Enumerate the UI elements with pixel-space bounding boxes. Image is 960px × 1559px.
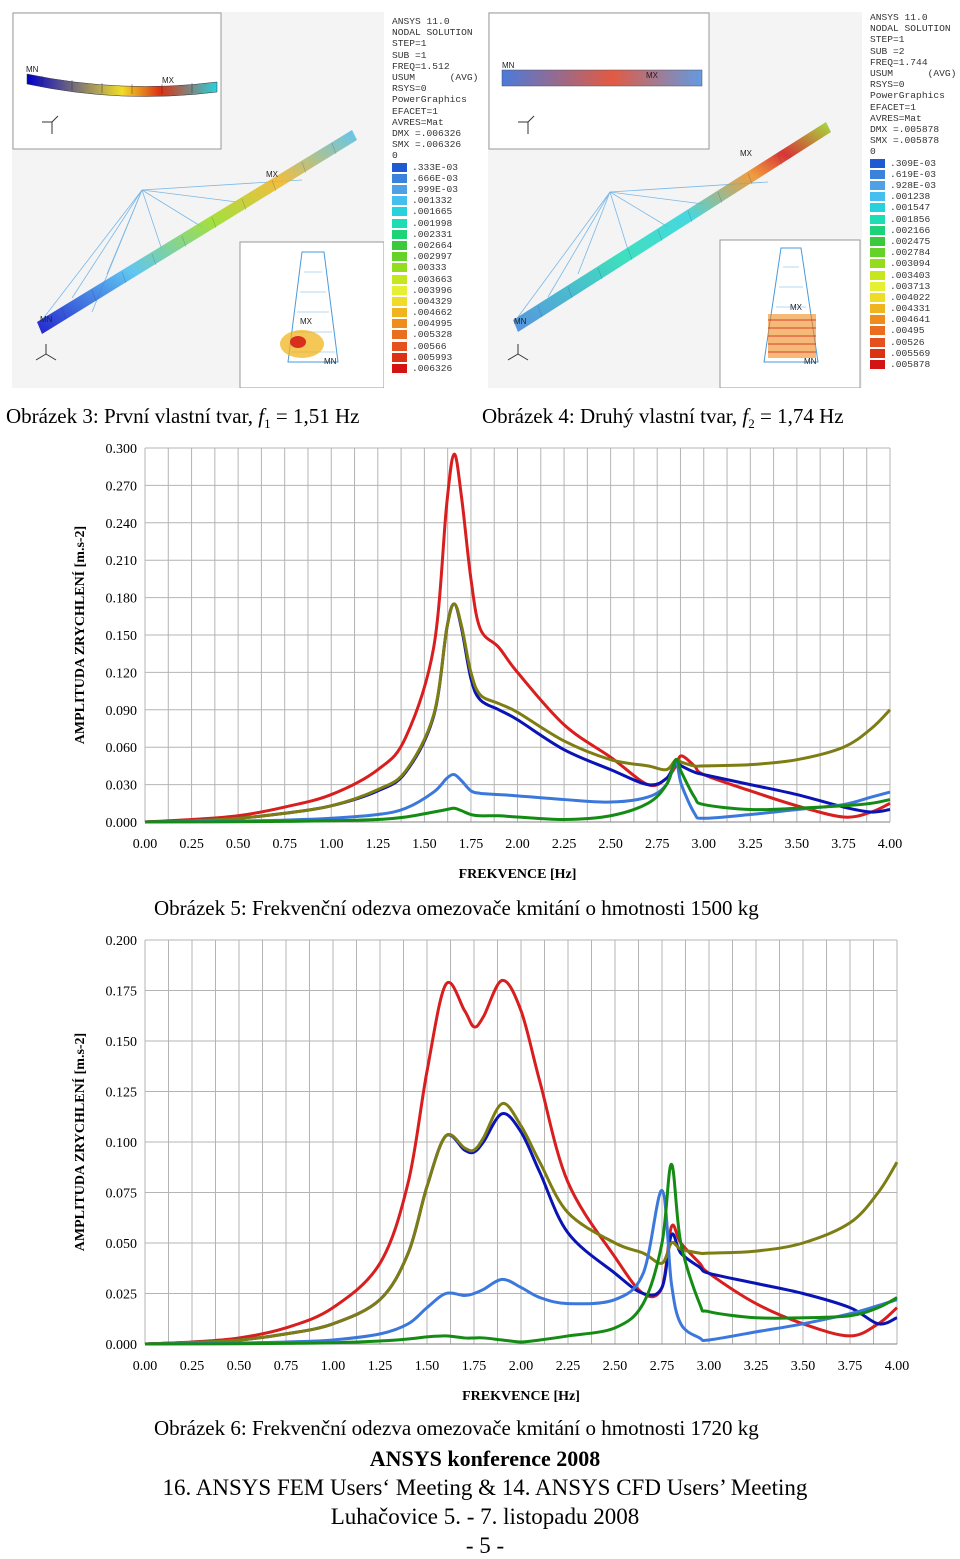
legend-header-line: ANSYS 11.0	[392, 16, 450, 27]
legend-value: .002664	[412, 239, 453, 251]
mode-shape-2-image	[488, 12, 862, 388]
legend-figure3	[392, 16, 478, 374]
legend-swatch	[392, 319, 407, 328]
mx-label-main: MX	[266, 170, 278, 179]
legend-row	[870, 158, 956, 169]
legend-row	[870, 337, 956, 348]
legend-row	[870, 359, 956, 370]
legend-header-line: SUB =2	[870, 45, 905, 57]
legend-row	[870, 191, 956, 202]
x-tick-label: 0.00	[132, 837, 158, 852]
page-number: - 5 -	[465, 1533, 505, 1558]
legend-row	[392, 352, 478, 363]
x-tick-label: 3.50	[784, 837, 810, 852]
legend-header-line: AVRES=Mat	[392, 116, 444, 128]
legend-value: .002475	[890, 235, 931, 247]
mx-label-inset: MX	[300, 317, 312, 326]
legend-swatch	[870, 315, 885, 324]
legend-swatch	[392, 163, 407, 172]
legend-swatch	[870, 326, 885, 335]
legend-header-line: PowerGraphics	[870, 90, 945, 102]
x-tick-label: 4.00	[884, 1359, 910, 1374]
mx-label-main-2: MX	[740, 149, 752, 158]
legend-value: .004995	[412, 318, 453, 330]
legend-value: .001547	[890, 202, 931, 214]
x-tick-label: 3.75	[837, 1359, 863, 1374]
conference-title: ANSYS konference 2008	[369, 1446, 601, 1471]
legend-value: .003713	[890, 280, 931, 292]
legend-row	[870, 281, 956, 292]
x-tick-label: 1.25	[367, 1359, 393, 1374]
legend-zero: 0	[392, 150, 398, 162]
y-tick-label: 0.150	[105, 1035, 137, 1050]
legend-row	[870, 236, 956, 247]
legend-value: .928E-03	[890, 180, 937, 192]
section-view-inset	[240, 242, 384, 388]
legend-swatch	[392, 263, 407, 272]
legend-value: .005328	[412, 329, 453, 341]
x-tick-label: 1.00	[320, 1359, 346, 1374]
legend-value: .00333	[412, 262, 447, 274]
y-tick-label: 0.090	[105, 703, 137, 719]
figure3-caption-text: Obrázek 3: První vlastní tvar,	[6, 404, 259, 428]
x-tick-label: 0.75	[273, 1359, 299, 1374]
legend-value: .004329	[412, 295, 453, 307]
legend-row	[870, 214, 956, 225]
legend-row	[870, 225, 956, 236]
legend-header-line: PowerGraphics	[392, 94, 467, 106]
legend-row	[392, 318, 478, 329]
legend-swatch	[870, 159, 885, 168]
legend-header-line: USUM (AVG)	[392, 72, 479, 84]
legend-value: .003403	[890, 269, 931, 281]
figure5-caption: Obrázek 5: Frekvenční odezva omezovače kmitání o hmotnosti 1500 kg	[154, 896, 759, 920]
legend-swatch	[392, 286, 407, 295]
legend-swatch	[870, 360, 885, 369]
legend-row	[392, 251, 478, 262]
legend-swatch	[870, 248, 885, 257]
legend-header-line: USUM (AVG)	[870, 68, 957, 80]
figure3-caption	[6, 404, 359, 432]
legend-swatch	[870, 293, 885, 302]
mn-label-inset: MN	[324, 357, 337, 366]
legend-value: .005878	[890, 359, 931, 371]
legend-swatch	[392, 308, 407, 317]
legend-value: .666E-03	[412, 172, 459, 184]
y-tick-label: 0.150	[105, 629, 137, 644]
legend-header-line: FREQ=1.744	[870, 56, 928, 68]
x-tick-label: 3.50	[790, 1359, 816, 1374]
y-tick-label: 0.100	[105, 1136, 137, 1151]
legend-row	[870, 270, 956, 281]
x-tick-label: 3.25	[743, 1359, 769, 1374]
legend-row	[392, 341, 478, 352]
legend-value: .005569	[890, 347, 931, 359]
legend-value: .001856	[890, 213, 931, 225]
legend-value: .004022	[890, 291, 931, 303]
x-tick-label: 1.75	[461, 1359, 487, 1374]
y-axis-label: AMPLITUDA ZRYCHLENÍ [m.s-2]	[73, 525, 88, 745]
figure6-caption: Obrázek 6: Frekvenční odezva omezovače kmitání o hmotnosti 1720 kg	[154, 1416, 759, 1440]
legend-header-line: NODAL SOLUTION	[870, 23, 951, 35]
x-tick-label: 0.50	[225, 837, 251, 852]
legend-value: .003663	[412, 273, 453, 285]
legend-swatch	[870, 192, 885, 201]
legend-header-line: AVRES=Mat	[870, 112, 922, 124]
legend-swatch	[392, 241, 407, 250]
legend-row	[392, 184, 478, 195]
x-tick-label: 3.00	[696, 1359, 722, 1374]
figure4-caption-text: Obrázek 4: Druhý vlastní tvar,	[482, 404, 743, 428]
legend-zero: 0	[870, 146, 876, 158]
legend-row	[870, 303, 956, 314]
legend-row	[392, 363, 478, 374]
mn-label-top: MN	[26, 65, 39, 74]
legend-row	[392, 173, 478, 184]
legend-header-line: DMX =.006326	[392, 128, 462, 140]
legend-row	[392, 285, 478, 296]
x-tick-label: 2.25	[555, 1359, 581, 1374]
legend-value: .006326	[412, 363, 453, 375]
y-tick-label: 0.060	[105, 741, 137, 757]
legend-header-line: EFACET=1	[392, 105, 439, 117]
mn-label-main: MN	[40, 315, 53, 324]
legend-value: .002997	[412, 251, 453, 263]
legend-value: .999E-03	[412, 184, 459, 196]
y-tick-label: 0.125	[105, 1085, 137, 1101]
mn-label-top-2: MN	[502, 61, 515, 70]
x-tick-label: 1.00	[319, 837, 344, 852]
legend-swatch	[870, 181, 885, 190]
x-tick-label: 1.50	[412, 837, 437, 852]
legend-swatch	[392, 196, 407, 205]
legend-value: .619E-03	[890, 168, 937, 180]
x-axis-label: FREKVENCE [Hz]	[458, 867, 577, 882]
figure4-caption	[482, 404, 844, 432]
legend-swatch	[870, 304, 885, 313]
legend-value: .005993	[412, 351, 453, 363]
legend-row	[870, 202, 956, 213]
x-tick-label: 2.50	[602, 1359, 628, 1374]
y-tick-label: 0.200	[105, 934, 137, 949]
figure4-caption-value: = 1,74 Hz	[754, 404, 844, 428]
x-tick-label: 0.25	[179, 837, 204, 852]
legend-figure4	[870, 12, 956, 370]
meeting-title: 16. ANSYS FEM Users‘ Meeting & 14. ANSYS CFD Users’ Meeting	[162, 1475, 808, 1500]
legend-swatch	[870, 170, 885, 179]
legend-swatch	[392, 353, 407, 362]
x-tick-label: 3.75	[831, 837, 856, 852]
legend-swatch	[392, 330, 407, 339]
legend-header-line: SUB =1	[392, 49, 427, 61]
legend-swatch	[870, 259, 885, 268]
mn-label-main-2: MN	[514, 317, 527, 326]
legend-value: .003996	[412, 284, 453, 296]
legend-header-line: ANSYS 11.0	[870, 12, 928, 23]
legend-row	[392, 329, 478, 340]
legend-swatch	[870, 215, 885, 224]
legend-row	[870, 258, 956, 269]
legend-value: .00566	[412, 340, 447, 352]
chart5-svg	[0, 430, 960, 892]
legend-swatch	[870, 226, 885, 235]
legend-row	[392, 206, 478, 217]
legend-swatch	[392, 364, 407, 373]
legend-swatch	[870, 338, 885, 347]
legend-swatch	[392, 275, 407, 284]
x-tick-label: 2.00	[508, 1359, 534, 1374]
frequency-response-chart-1500kg	[0, 430, 960, 892]
legend-value: .001332	[412, 195, 453, 207]
y-tick-label: 0.030	[105, 778, 137, 794]
legend-value: .003094	[890, 258, 931, 270]
legend-row	[392, 218, 478, 229]
x-tick-label: 2.50	[598, 837, 623, 852]
y-tick-label: 0.175	[105, 984, 137, 1000]
legend-swatch	[392, 230, 407, 239]
y-tick-label: 0.300	[105, 442, 137, 457]
legend-header-line: STEP=1	[870, 34, 905, 46]
x-tick-label: 1.25	[365, 837, 391, 852]
legend-header-line: SMX =.006326	[392, 139, 462, 151]
venue-date: Luhačovice 5. - 7. listopadu 2008	[330, 1504, 640, 1529]
frequency-response-chart-1720kg	[0, 925, 960, 1410]
y-tick-label: 0.050	[105, 1237, 137, 1252]
legend-swatch	[870, 282, 885, 291]
legend-swatch	[870, 203, 885, 212]
legend-swatch	[870, 271, 885, 280]
mn-label-inset-2: MN	[804, 357, 817, 366]
legend-header-line: EFACET=1	[870, 101, 917, 113]
legend-row	[870, 169, 956, 180]
x-tick-label: 2.00	[505, 837, 530, 852]
legend-value: .004331	[890, 303, 931, 315]
legend-swatch	[870, 349, 885, 358]
mode-shape-1-image	[12, 12, 384, 388]
legend-value: .309E-03	[890, 157, 937, 169]
legend-row	[392, 240, 478, 251]
legend-row	[392, 274, 478, 285]
legend-row	[392, 262, 478, 273]
legend-value: .001998	[412, 217, 453, 229]
legend-value: .004641	[890, 314, 931, 326]
y-tick-label: 0.000	[105, 1338, 137, 1353]
x-tick-label: 3.00	[691, 837, 716, 852]
mx-label-inset-2: MX	[790, 303, 802, 312]
legend-header-line: DMX =.005878	[870, 124, 940, 136]
y-tick-label: 0.075	[105, 1186, 137, 1202]
legend-row	[392, 195, 478, 206]
top-view-beam-2	[502, 70, 702, 86]
legend-value: .002166	[890, 224, 931, 236]
legend-row	[392, 307, 478, 318]
legend-swatch	[870, 237, 885, 246]
legend-swatch	[392, 174, 407, 183]
y-axis-label: AMPLITUDA ZRYCHLENÍ [m.s-2]	[73, 1032, 88, 1252]
legend-swatch	[392, 219, 407, 228]
legend-value: .001238	[890, 191, 931, 203]
figure3-caption-var: f	[258, 404, 265, 428]
legend-header-line: STEP=1	[392, 38, 427, 50]
legend-row	[392, 162, 478, 173]
x-tick-label: 0.50	[226, 1359, 252, 1374]
figure3-caption-value: = 1,51 Hz	[270, 404, 360, 428]
legend-swatch	[392, 342, 407, 351]
legend-row	[870, 325, 956, 336]
y-tick-label: 0.025	[105, 1287, 137, 1303]
y-tick-label: 0.120	[105, 666, 137, 682]
x-tick-label: 0.75	[272, 837, 297, 852]
x-tick-label: 4.00	[877, 837, 903, 852]
legend-value: .001665	[412, 206, 453, 218]
legend-swatch	[392, 252, 407, 261]
legend-value: .002784	[890, 247, 931, 259]
y-tick-label: 0.210	[105, 554, 137, 570]
x-tick-label: 2.25	[551, 837, 577, 852]
x-axis-label: FREKVENCE [Hz]	[462, 1389, 580, 1404]
legend-header-line: NODAL SOLUTION	[392, 27, 473, 39]
legend-value: .00495	[890, 325, 925, 337]
figure4-caption-var: f	[742, 404, 749, 428]
figure4-caption-sub: 2	[748, 416, 755, 432]
legend-row	[870, 292, 956, 303]
y-tick-label: 0.180	[105, 591, 137, 607]
legend-value: .002331	[412, 228, 453, 240]
y-tick-label: 0.000	[105, 816, 137, 831]
mx-label-top-2: MX	[646, 71, 658, 80]
y-tick-label: 0.270	[105, 479, 137, 495]
chart6-svg	[0, 925, 960, 1410]
legend-swatch	[392, 185, 407, 194]
legend-header-line: RSYS=0	[870, 79, 905, 91]
mx-label-top: MX	[162, 76, 174, 85]
legend-header-line: SMX =.005878	[870, 135, 940, 147]
x-tick-label: 1.50	[414, 1359, 440, 1374]
legend-value: .004662	[412, 307, 453, 319]
x-tick-label: 0.25	[179, 1359, 205, 1374]
legend-row	[392, 229, 478, 240]
x-tick-label: 2.75	[644, 837, 670, 852]
figure3-caption-sub: 1	[264, 416, 271, 432]
legend-row	[870, 247, 956, 258]
legend-value: .00526	[890, 336, 925, 348]
legend-swatch	[392, 297, 407, 306]
legend-row	[870, 348, 956, 359]
y-tick-label: 0.240	[105, 516, 137, 532]
legend-value: .333E-03	[412, 161, 459, 173]
legend-row	[870, 180, 956, 191]
legend-row	[392, 296, 478, 307]
legend-row	[870, 314, 956, 325]
legend-header-line: RSYS=0	[392, 83, 427, 95]
legend-header-line: FREQ=1.512	[392, 60, 450, 72]
legend-swatch	[392, 207, 407, 216]
x-tick-label: 3.25	[738, 837, 763, 852]
x-tick-label: 0.00	[132, 1359, 158, 1374]
x-tick-label: 2.75	[649, 1359, 675, 1374]
x-tick-label: 1.75	[458, 837, 484, 852]
